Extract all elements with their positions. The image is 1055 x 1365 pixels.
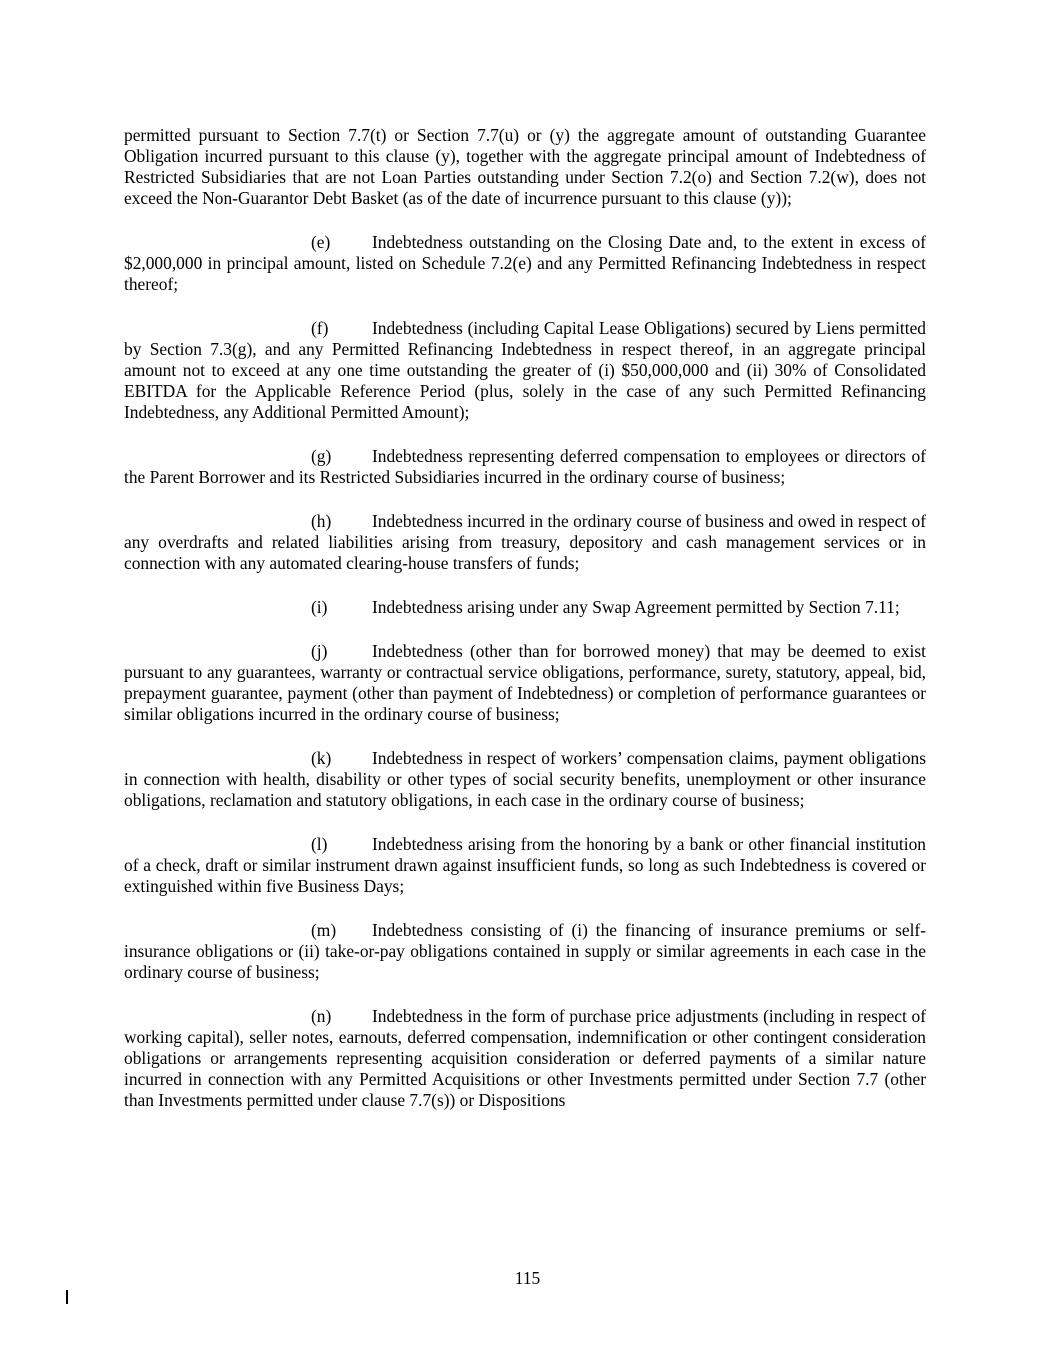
revision-bar [66, 1290, 68, 1304]
clause-text: Indebtedness arising from the honoring by a bank or other financial institution of a check, draft or similar instrument drawn against insufficient funds, so long as such Indebtedness is covered or extinguished within five Business Days; [124, 834, 926, 896]
clause-label: (f) [311, 318, 329, 338]
clause-label: (k) [311, 748, 332, 768]
clause-text: Indebtedness (including Capital Lease Obligations) secured by Liens permitted by Section 7.3(g), and any Permitted Refinancing Indebtedness in respect thereof, in an aggregate principal amount not to exceed at any one time outstanding the greater of (i) $50,000,000 and (ii) 30% of Consolidated EBITDA for the Applicable Reference Period (plus, solely in the case of any such Permitted Refinancing Indebtedness, any Additional Permitted Amount); [124, 318, 926, 422]
clause-label: (h) [311, 511, 332, 531]
clause-f [124, 318, 926, 423]
clause-n [124, 1006, 926, 1111]
intro-paragraph: permitted pursuant to Section 7.7(t) or Section 7.7(u) or (y) the aggregate amount of outstanding Guarantee Obligation incurred pursuant to this clause (y), together with the aggregate principal amount of Indebtedness of Restricted Subsidiaries that are not Loan Parties outstanding under Section 7.2(o) and Section 7.2(w), does not exceed the Non-Guarantor Debt Basket (as of the date of incurrence pursuant to this clause (y)); [124, 125, 926, 208]
clause-text: Indebtedness consisting of (i) the financing of insurance premiums or self-insurance obligations or (ii) take-or-pay obligations contained in supply or similar agreements in each case in the ordinary course of business; [124, 920, 926, 982]
clause-text: Indebtedness (other than for borrowed money) that may be deemed to exist pursuant to any guarantees, warranty or contractual service obligations, performance, surety, statutory, appeal, bid, prepayment guarantee, payment (other than payment of Indebtedness) or completion of performance guarantees or similar obligations incurred in the ordinary course of business; [124, 641, 926, 724]
clause-text: Indebtedness incurred in the ordinary course of business and owed in respect of any overdrafts and related liabilities arising from treasury, depository and cash management services or in connection with any automated clearing-house transfers of funds; [124, 511, 926, 573]
clause-m [124, 920, 926, 983]
clause-e [124, 232, 926, 295]
clause-g [124, 446, 926, 488]
clause-h [124, 511, 926, 574]
clause-label: (i) [311, 597, 328, 617]
clause-label: (e) [311, 232, 331, 252]
clause-l [124, 834, 926, 897]
clause-k [124, 748, 926, 811]
clause-text: Indebtedness in the form of purchase price adjustments (including in respect of working capital), seller notes, earnouts, deferred compensation, indemnification or other contingent consideration obligations or arrangements representing acquisition consideration or deferred payments of a similar nature incurred in connection with any Permitted Acquisitions or other Investments permitted under Section 7.7 (other than Investments permitted under clause 7.7(s)) or Dispositions [124, 1006, 926, 1110]
document-body [124, 125, 926, 1134]
clause-label: (m) [311, 920, 337, 940]
clause-text: Indebtedness in respect of workers’ compensation claims, payment obligations in connection with health, disability or other types of social security benefits, unemployment or other insurance obligations, reclamation and statutory obligations, in each case in the ordinary course of business; [124, 748, 926, 810]
clause-text: Indebtedness outstanding on the Closing Date and, to the extent in excess of $2,000,000 in principal amount, listed on Schedule 7.2(e) and any Permitted Refinancing Indebtedness in respect thereof; [124, 232, 926, 294]
clause-label: (l) [311, 834, 328, 854]
clause-text: Indebtedness arising under any Swap Agreement permitted by Section 7.11; [372, 597, 900, 617]
clause-label: (n) [311, 1006, 332, 1026]
clause-j [124, 641, 926, 725]
clause-label: (g) [311, 446, 332, 466]
clause-label: (j) [311, 641, 328, 661]
clause-text: Indebtedness representing deferred compensation to employees or directors of the Parent Borrower and its Restricted Subsidiaries incurred in the ordinary course of business; [124, 446, 926, 487]
clause-i [124, 597, 926, 618]
page-number: 115 [514, 1268, 541, 1288]
